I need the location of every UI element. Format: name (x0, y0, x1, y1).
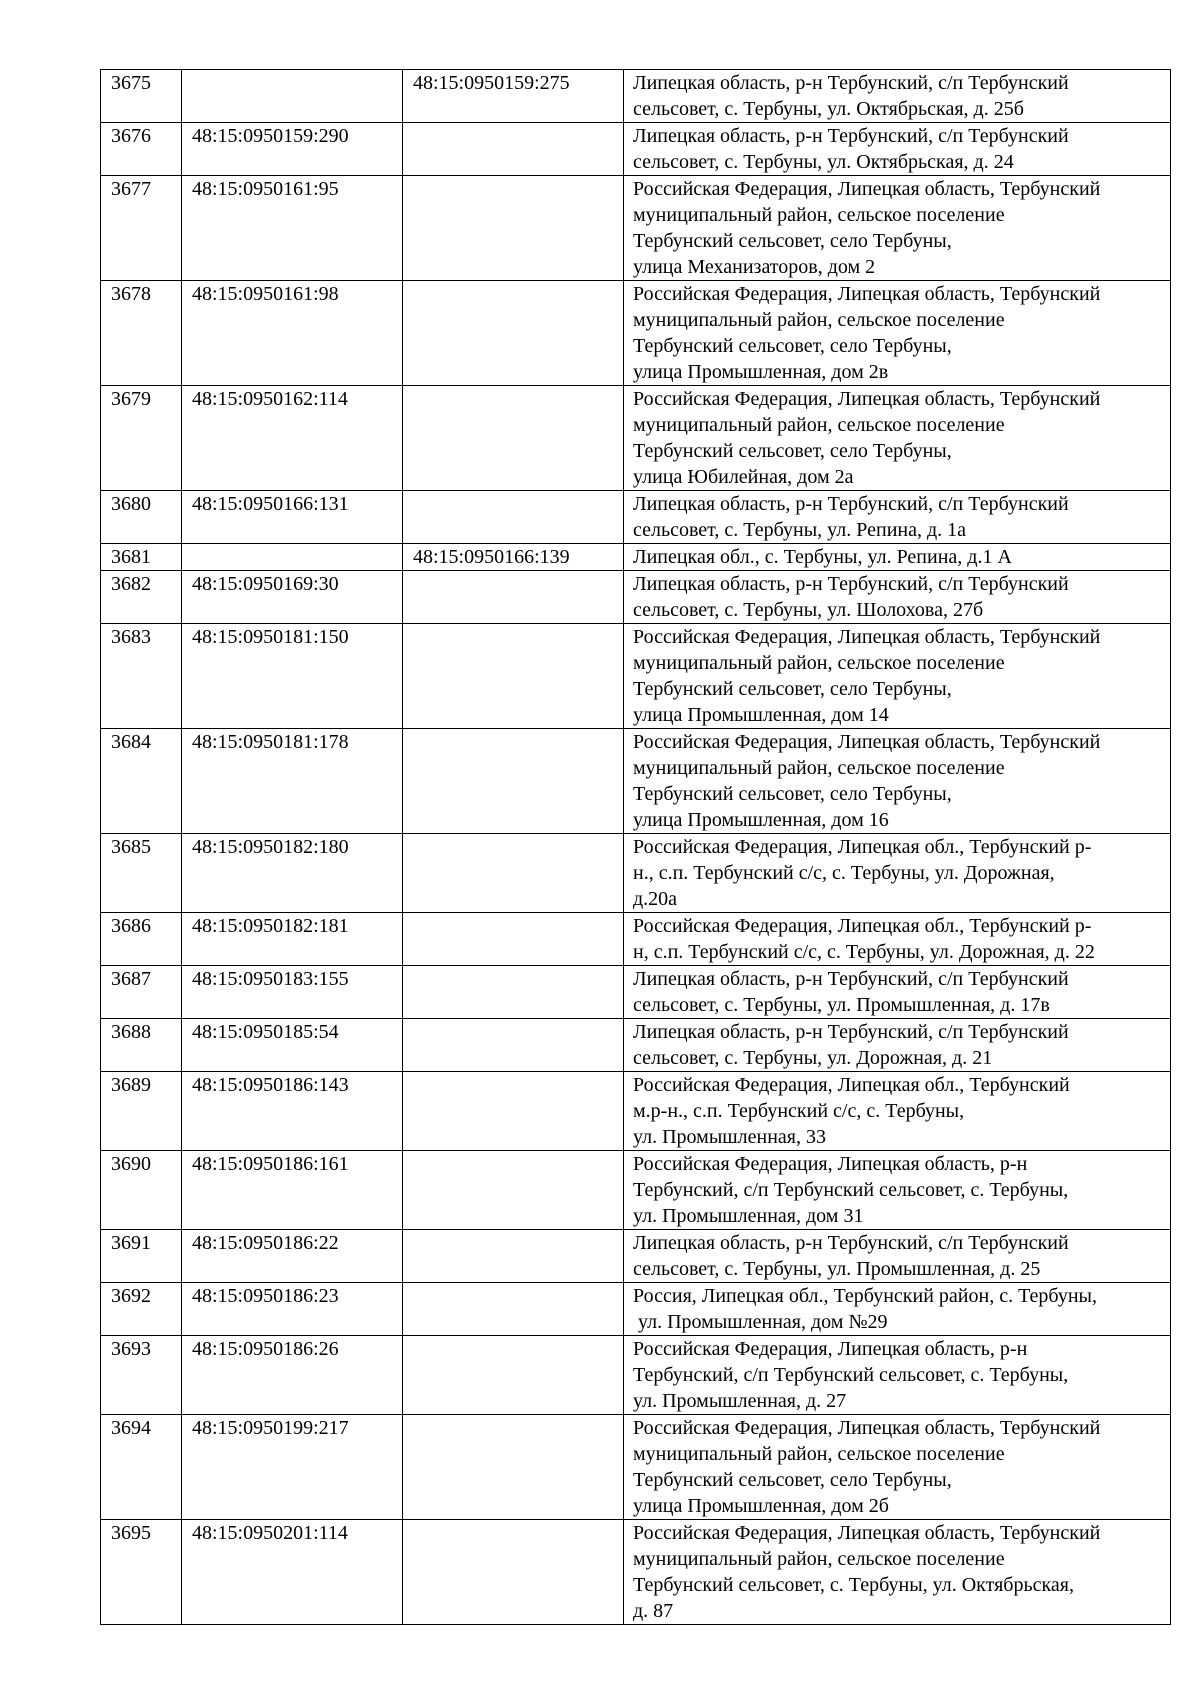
address-line: Российская Федерация, Липецкая обл., Тербунский р- (633, 915, 1092, 937)
address-line: муниципальный район, сельское поселение (633, 414, 1005, 436)
address-line: Российская Федерация, Липецкая область, Тербунский (633, 1417, 1101, 1439)
cadastral-number-alt-cell (403, 1230, 624, 1283)
cadastral-number-alt-cell (403, 1283, 624, 1336)
cadastral-number-cell: 48:15:0950162:114 (182, 386, 403, 491)
address-line: ул. Промышленная, дом №29 (633, 1311, 888, 1333)
table-row (101, 1230, 1171, 1283)
table-row (101, 1415, 1171, 1520)
address-cell (624, 1230, 1171, 1283)
address-line: Российская Федерация, Липецкая область, Тербунский (633, 1522, 1101, 1544)
address-line: сельсовет, с. Тербуны, ул. Промышленная, д. 25 (633, 1258, 1041, 1280)
address-cell (624, 386, 1171, 491)
address-line: муниципальный район, сельское поселение (633, 204, 1005, 226)
row-number-cell: 3691 (101, 1230, 182, 1283)
address-cell (624, 571, 1171, 624)
address-line: улица Промышленная, дом 16 (633, 809, 889, 831)
table-row (101, 281, 1171, 386)
address-cell (624, 1019, 1171, 1072)
table-row (101, 913, 1171, 966)
address-line: Тербунский сельсовет, село Тербуны, (633, 440, 952, 462)
address-cell (624, 1072, 1171, 1151)
row-number-cell: 3693 (101, 1336, 182, 1415)
cadastral-number-alt-cell (403, 281, 624, 386)
table-row (101, 176, 1171, 281)
property-table (100, 69, 1171, 1625)
table-row (101, 544, 1171, 571)
cadastral-number-alt-cell (403, 624, 624, 729)
address-line: Российская Федерация, Липецкая область, р-н (633, 1153, 1028, 1175)
cadastral-number-cell: 48:15:0950161:95 (182, 176, 403, 281)
address-line: сельсовет, с. Тербуны, ул. Октябрьская, д. 25б (633, 98, 1024, 120)
address-cell (624, 491, 1171, 544)
address-line: Липецкая область, р-н Тербунский, с/п Тербунский (633, 1232, 1069, 1254)
address-cell (624, 281, 1171, 386)
address-cell (624, 1151, 1171, 1230)
address-cell (624, 70, 1171, 123)
row-number-cell: 3694 (101, 1415, 182, 1520)
row-number-cell: 3688 (101, 1019, 182, 1072)
row-number-cell: 3686 (101, 913, 182, 966)
address-line: муниципальный район, сельское поселение (633, 309, 1005, 331)
cadastral-number-alt-cell (403, 1019, 624, 1072)
address-line: улица Промышленная, дом 2в (633, 361, 889, 383)
cadastral-number-alt-cell (403, 913, 624, 966)
row-number-cell: 3684 (101, 729, 182, 834)
row-number-cell: 3692 (101, 1283, 182, 1336)
table-row (101, 123, 1171, 176)
address-line: Российская Федерация, Липецкая область, р-н (633, 1338, 1028, 1360)
cadastral-number-alt-cell (403, 386, 624, 491)
table-row (101, 386, 1171, 491)
cadastral-number-alt-cell (403, 966, 624, 1019)
address-line: муниципальный район, сельское поселение (633, 1548, 1005, 1570)
cadastral-number-alt-cell (403, 1415, 624, 1520)
cadastral-number-cell: 48:15:0950186:22 (182, 1230, 403, 1283)
row-number-cell: 3677 (101, 176, 182, 281)
address-cell (624, 624, 1171, 729)
cadastral-number-cell: 48:15:0950166:131 (182, 491, 403, 544)
address-line: Российская Федерация, Липецкая область, Тербунский (633, 731, 1101, 753)
cadastral-number-cell: 48:15:0950186:26 (182, 1336, 403, 1415)
address-line: сельсовет, с. Тербуны, ул. Промышленная, д. 17в (633, 994, 1050, 1016)
address-line: Тербунский сельсовет, село Тербуны, (633, 230, 952, 252)
address-cell (624, 1336, 1171, 1415)
address-line: Тербунский сельсовет, село Тербуны, (633, 335, 952, 357)
cadastral-number-alt-cell (403, 1151, 624, 1230)
address-cell (624, 966, 1171, 1019)
table-row (101, 70, 1171, 123)
table-row (101, 729, 1171, 834)
row-number-cell: 3690 (101, 1151, 182, 1230)
cadastral-number-cell: 48:15:0950169:30 (182, 571, 403, 624)
cadastral-number-cell: 48:15:0950186:143 (182, 1072, 403, 1151)
cadastral-number-alt-cell: 48:15:0950166:139 (403, 544, 624, 571)
table-row (101, 1520, 1171, 1625)
address-cell (624, 123, 1171, 176)
address-line: Липецкая область, р-н Тербунский, с/п Тербунский (633, 1021, 1069, 1043)
address-line: улица Промышленная, дом 2б (633, 1495, 889, 1517)
cadastral-number-alt-cell (403, 1520, 624, 1625)
row-number-cell: 3683 (101, 624, 182, 729)
address-line: Липецкая область, р-н Тербунский, с/п Тербунский (633, 493, 1069, 515)
table-row (101, 966, 1171, 1019)
row-number-cell: 3682 (101, 571, 182, 624)
address-cell (624, 1415, 1171, 1520)
address-line: Липецкая область, р-н Тербунский, с/п Тербунский (633, 72, 1069, 94)
cadastral-number-alt-cell (403, 571, 624, 624)
cadastral-number-cell: 48:15:0950201:114 (182, 1520, 403, 1625)
address-line: Липецкая обл., с. Тербуны, ул. Репина, д.1 А (633, 546, 1012, 568)
address-line: ул. Промышленная, 33 (633, 1126, 826, 1148)
address-cell (624, 176, 1171, 281)
cadastral-number-cell (182, 544, 403, 571)
cadastral-number-alt-cell (403, 176, 624, 281)
cadastral-number-cell: 48:15:0950199:217 (182, 1415, 403, 1520)
address-line: Липецкая область, р-н Тербунский, с/п Тербунский (633, 125, 1069, 147)
cadastral-number-cell: 48:15:0950181:178 (182, 729, 403, 834)
table-row (101, 1072, 1171, 1151)
table-body (101, 70, 1171, 1625)
cadastral-number-cell: 48:15:0950182:180 (182, 834, 403, 913)
address-line: ул. Промышленная, дом 31 (633, 1205, 864, 1227)
address-line: Российская Федерация, Липецкая область, Тербунский (633, 626, 1101, 648)
address-line: улица Механизаторов, дом 2 (633, 256, 876, 278)
row-number-cell: 3678 (101, 281, 182, 386)
cadastral-number-cell: 48:15:0950159:290 (182, 123, 403, 176)
address-line: муниципальный район, сельское поселение (633, 1443, 1005, 1465)
address-line: Липецкая область, р-н Тербунский, с/п Тербунский (633, 573, 1069, 595)
row-number-cell: 3687 (101, 966, 182, 1019)
address-line: д. 87 (633, 1600, 674, 1622)
cadastral-number-alt-cell (403, 123, 624, 176)
cadastral-number-cell: 48:15:0950161:98 (182, 281, 403, 386)
cadastral-number-alt-cell (403, 729, 624, 834)
cadastral-number-alt-cell (403, 1072, 624, 1151)
address-line: сельсовет, с. Тербуны, ул. Репина, д. 1а (633, 519, 967, 541)
address-line: н, с.п. Тербунский с/с, с. Тербуны, ул. Дорожная, д. 22 (633, 941, 1095, 963)
row-number-cell: 3676 (101, 123, 182, 176)
cadastral-number-cell: 48:15:0950182:181 (182, 913, 403, 966)
address-cell (624, 544, 1171, 571)
address-line: Российская Федерация, Липецкая область, Тербунский (633, 388, 1101, 410)
address-line: Российская Федерация, Липецкая обл., Тербунский р- (633, 836, 1092, 858)
row-number-cell: 3675 (101, 70, 182, 123)
address-line: сельсовет, с. Тербуны, ул. Дорожная, д. 21 (633, 1047, 993, 1069)
address-line: улица Юбилейная, дом 2а (633, 466, 854, 488)
table-row (101, 624, 1171, 729)
address-cell (624, 913, 1171, 966)
table-row (101, 834, 1171, 913)
address-line: Тербунский, с/п Тербунский сельсовет, с. Тербуны, (633, 1364, 1069, 1386)
table-row (101, 491, 1171, 544)
cadastral-number-alt-cell (403, 834, 624, 913)
address-line: Тербунский сельсовет, село Тербуны, (633, 678, 952, 700)
address-line: Тербунский сельсовет, с. Тербуны, ул. Октябрьская, (633, 1574, 1074, 1596)
row-number-cell: 3695 (101, 1520, 182, 1625)
address-cell (624, 1283, 1171, 1336)
address-line: Российская Федерация, Липецкая область, Тербунский (633, 178, 1101, 200)
address-line: муниципальный район, сельское поселение (633, 652, 1005, 674)
cadastral-number-cell: 48:15:0950183:155 (182, 966, 403, 1019)
table-row (101, 1019, 1171, 1072)
cadastral-number-cell (182, 70, 403, 123)
row-number-cell: 3681 (101, 544, 182, 571)
row-number-cell: 3685 (101, 834, 182, 913)
address-line: улица Промышленная, дом 14 (633, 704, 889, 726)
address-line: муниципальный район, сельское поселение (633, 757, 1005, 779)
cadastral-number-cell: 48:15:0950186:161 (182, 1151, 403, 1230)
address-line: м.р-н., с.п. Тербунский с/с, с. Тербуны, (633, 1100, 965, 1122)
address-line: Тербунский сельсовет, село Тербуны, (633, 1469, 952, 1491)
address-line: ул. Промышленная, д. 27 (633, 1390, 847, 1412)
cadastral-number-alt-cell (403, 1336, 624, 1415)
address-line: Липецкая область, р-н Тербунский, с/п Тербунский (633, 968, 1069, 990)
cadastral-number-alt-cell (403, 491, 624, 544)
address-line: Российская Федерация, Липецкая обл., Тербунский (633, 1074, 1070, 1096)
row-number-cell: 3689 (101, 1072, 182, 1151)
cadastral-number-alt-cell: 48:15:0950159:275 (403, 70, 624, 123)
table-row (101, 1283, 1171, 1336)
row-number-cell: 3679 (101, 386, 182, 491)
address-cell (624, 729, 1171, 834)
address-line: сельсовет, с. Тербуны, ул. Шолохова, 27б (633, 599, 984, 621)
address-line: Тербунский, с/п Тербунский сельсовет, с. Тербуны, (633, 1179, 1069, 1201)
table-row (101, 1151, 1171, 1230)
cadastral-number-cell: 48:15:0950181:150 (182, 624, 403, 729)
address-cell (624, 1520, 1171, 1625)
cadastral-number-cell: 48:15:0950185:54 (182, 1019, 403, 1072)
table-row (101, 1336, 1171, 1415)
row-number-cell: 3680 (101, 491, 182, 544)
address-cell (624, 834, 1171, 913)
address-line: сельсовет, с. Тербуны, ул. Октябрьская, д. 24 (633, 151, 1014, 173)
address-line: Тербунский сельсовет, село Тербуны, (633, 783, 952, 805)
cadastral-number-cell: 48:15:0950186:23 (182, 1283, 403, 1336)
address-line: Россия, Липецкая обл., Тербунский район, с. Тербуны, (633, 1285, 1097, 1307)
table-row (101, 571, 1171, 624)
address-line: Российская Федерация, Липецкая область, Тербунский (633, 283, 1101, 305)
address-line: д.20а (633, 888, 678, 910)
address-line: н., с.п. Тербунский с/с, с. Тербуны, ул. Дорожная, (633, 862, 1055, 884)
